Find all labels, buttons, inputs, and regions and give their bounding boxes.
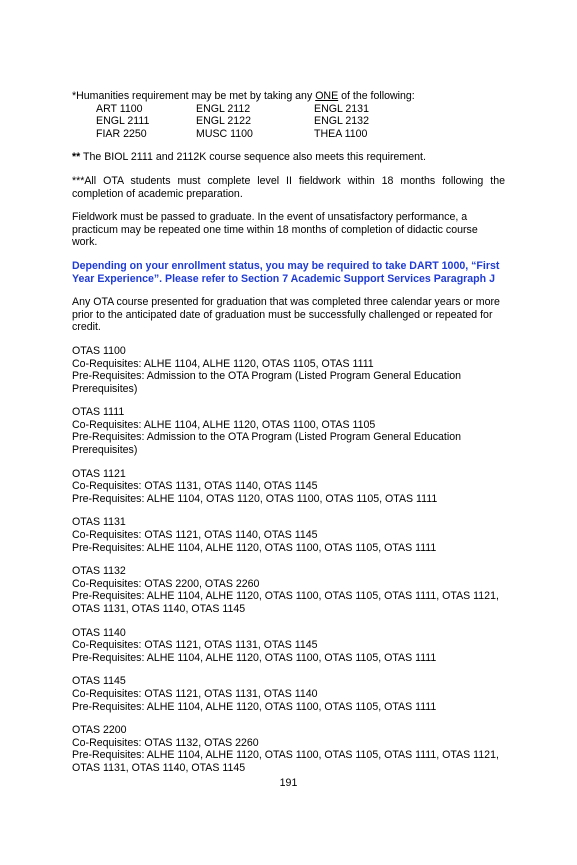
course-block	[72, 468, 505, 506]
fieldwork-pass-note: Fieldwork must be passed to graduate. In the event of unsatisfactory performance, a practicum may be repeated one time within 18 months of completion of didactic course work.	[72, 211, 478, 249]
course-block	[72, 675, 505, 713]
course-coreq: Co-Requisites: OTAS 1121, OTAS 1140, OTAS 1145	[72, 529, 318, 542]
course-code: OTAS 1121	[72, 467, 126, 480]
document-page	[72, 90, 505, 786]
ota-fieldwork-note: ***All OTA students must complete level II fieldwork within 18 months following the completion of academic preparation.	[72, 174, 505, 200]
humanities-intro-one: ONE	[315, 90, 339, 102]
course-coreq: Co-Requisites: OTAS 1131, OTAS 1140, OTAS 1145	[72, 480, 318, 493]
course-prereq: Pre-Requisites: ALHE 1104, OTAS 1120, OTAS 1100, OTAS 1105, OTAS 1111	[72, 492, 438, 505]
humanities-course: ENGL 2111	[96, 115, 150, 128]
biol-note-text: The BIOL 2111 and 2112K course sequence also meets this requirement.	[80, 151, 426, 164]
course-block	[72, 565, 505, 615]
humanities-course: ENGL 2132	[314, 115, 369, 128]
course-prereq: Pre-Requisites: ALHE 1104, ALHE 1120, OTAS 1100, OTAS 1105, OTAS 1111, OTAS 1121, OTAS 1131, OTAS 1140, OTAS 1145	[72, 749, 499, 774]
course-block	[72, 724, 505, 774]
biol-note-marker: **	[72, 151, 81, 164]
enrollment-note: Depending on your enrollment status, you may be required to take DART 1000, “First Year Experience”. Please refer to Section 7 Academic Support Services Paragraph J	[72, 259, 500, 285]
course-prereq: Pre-Requisites: ALHE 1104, ALHE 1120, OTAS 1100, OTAS 1105, OTAS 1111	[72, 700, 437, 713]
course-code: OTAS 1100	[72, 344, 126, 357]
humanities-course-grid	[72, 103, 505, 141]
course-coreq: Co-Requisites: OTAS 1121, OTAS 1131, OTAS 1140	[72, 687, 318, 700]
humanities-intro-after: of the following:	[338, 90, 415, 102]
course-code: OTAS 1131	[72, 516, 126, 529]
humanities-course: MUSC 1100	[196, 127, 253, 140]
course-coreq: Co-Requisites: OTAS 1132, OTAS 2260	[72, 736, 259, 749]
course-prereq: Pre-Requisites: ALHE 1104, ALHE 1120, OTAS 1100, OTAS 1105, OTAS 1111, OTAS 1121, OTAS 1131, OTAS 1140, OTAS 1145	[72, 590, 499, 615]
course-block	[72, 345, 505, 395]
course-block	[72, 627, 505, 665]
humanities-course: ENGL 2112	[196, 102, 251, 115]
course-prereq: Pre-Requisites: ALHE 1104, ALHE 1120, OTAS 1100, OTAS 1105, OTAS 1111	[72, 541, 437, 554]
course-code: OTAS 1111	[72, 406, 125, 419]
humanities-course: ENGL 2122	[196, 115, 251, 128]
course-age-note: Any OTA course presented for graduation that was completed three calendar years or more prior to the anticipated date of graduation must be successfully challenged or repeated for credit.	[72, 296, 500, 334]
course-block	[72, 406, 505, 456]
course-code: OTAS 2200	[72, 724, 127, 737]
course-code: OTAS 1145	[72, 675, 126, 688]
course-prereq: Pre-Requisites: Admission to the OTA Program (Listed Program General Education Prerequisites)	[72, 370, 462, 395]
humanities-intro	[72, 90, 505, 103]
humanities-course: THEA 1100	[314, 127, 368, 140]
page-number: 191	[279, 777, 298, 789]
course-coreq: Co-Requisites: ALHE 1104, ALHE 1120, OTAS 1105, OTAS 1111	[72, 357, 374, 370]
course-code: OTAS 1140	[72, 626, 126, 639]
course-code: OTAS 1132	[72, 565, 126, 578]
course-coreq: Co-Requisites: ALHE 1104, ALHE 1120, OTAS 1100, OTAS 1105	[72, 418, 376, 431]
humanities-course: ART 1100	[96, 102, 143, 115]
course-prereq: Pre-Requisites: Admission to the OTA Program (Listed Program General Education Prerequisites)	[72, 431, 462, 457]
course-coreq: Co-Requisites: OTAS 2200, OTAS 2260	[72, 577, 260, 590]
humanities-course: ENGL 2131	[314, 102, 369, 115]
course-block	[72, 516, 505, 554]
course-coreq: Co-Requisites: OTAS 1121, OTAS 1131, OTAS 1145	[72, 639, 318, 652]
humanities-course: FIAR 2250	[96, 127, 147, 140]
biol-note	[72, 151, 505, 164]
humanities-intro-before: *Humanities requirement may be met by taking any	[72, 90, 316, 102]
course-prereq: Pre-Requisites: ALHE 1104, ALHE 1120, OTAS 1100, OTAS 1105, OTAS 1111	[72, 651, 437, 664]
